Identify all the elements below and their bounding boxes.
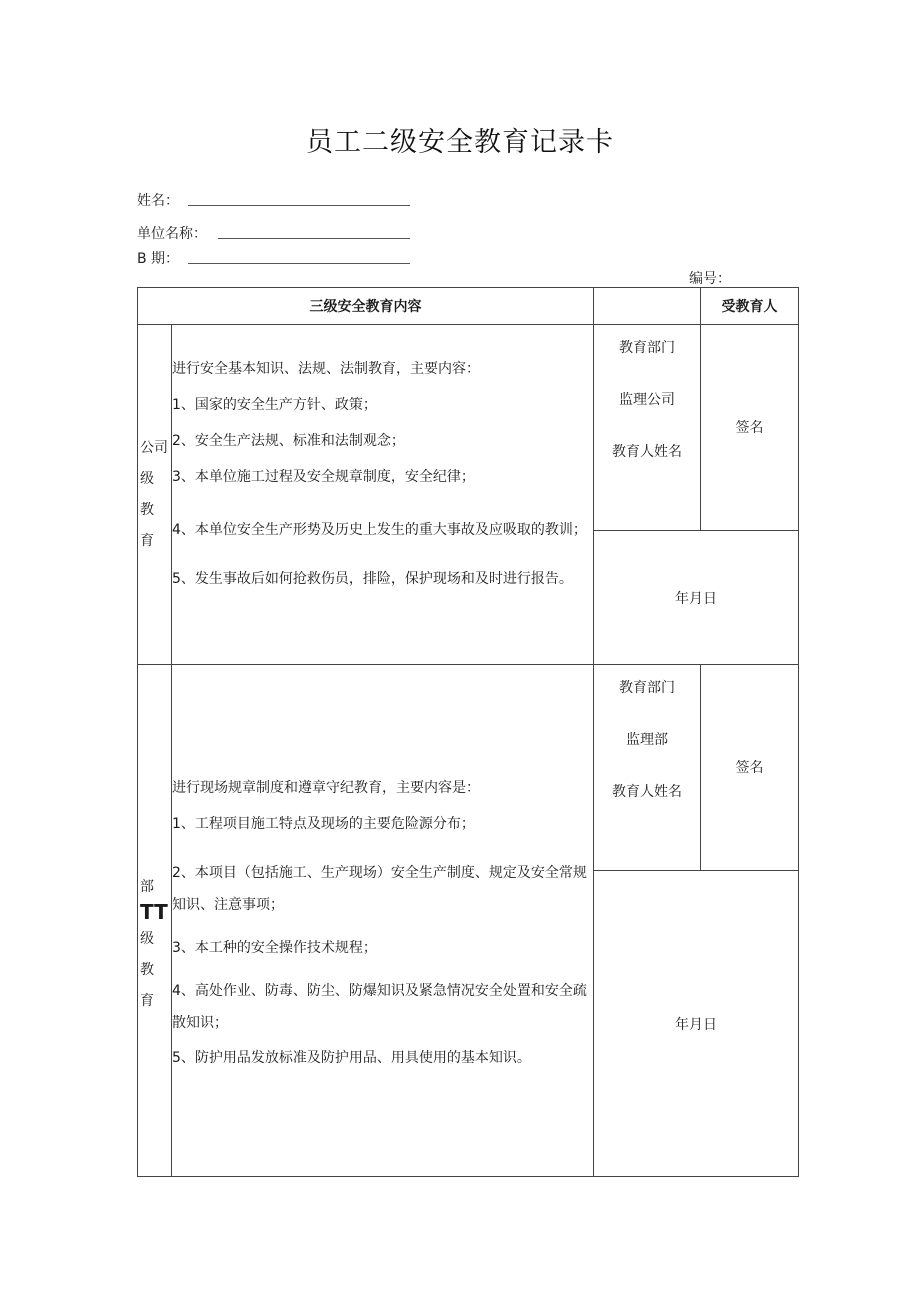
number-label: 编号： (689, 271, 731, 287)
header-content: 三级安全教育内容 (138, 288, 594, 325)
date-text: 年月日 (675, 1016, 717, 1033)
dept-line: 监理公司 (619, 392, 675, 408)
dept-line: 教育人姓名 (612, 784, 682, 800)
section-company-side-label (138, 325, 172, 665)
side-label-line: 育 (140, 993, 154, 1009)
section-company-sign[interactable] (701, 325, 799, 531)
education-record-table (137, 287, 799, 1177)
dept-line: 教育部门 (619, 680, 675, 696)
section-department-date[interactable] (594, 871, 799, 1177)
content-item: 2、本项目（包括施工、生产现场）安全生产制度、规定及安全常规知识、注意事项； (172, 865, 587, 913)
section-department-sign[interactable] (701, 665, 799, 871)
content-item: 2、安全生产法规、标准和法制观念； (172, 433, 405, 449)
content-item: 3、本单位施工过程及安全规章制度，安全纪律； (172, 469, 475, 485)
content-item: 4、高处作业、防毒、防尘、防爆知识及紧急情况安全处置和安全疏散知识； (172, 983, 587, 1031)
content-item: 4、本单位安全生产形势及历史上发生的重大事故及应吸取的教训； (172, 522, 587, 538)
section-department-content (172, 665, 594, 1177)
date-text: 年月日 (675, 590, 717, 607)
section-department-row-top (138, 665, 799, 871)
content-item: 3、本工种的安全操作技术规程； (172, 940, 377, 956)
sign-label: 签名 (735, 420, 764, 436)
name-line[interactable] (188, 205, 410, 206)
name-label: 姓名： (137, 193, 179, 209)
unit-line[interactable] (218, 238, 410, 239)
header-recipient: 受教育人 (701, 288, 799, 325)
date-line[interactable] (188, 263, 410, 264)
section-department-side-label (138, 665, 172, 1177)
header-empty (594, 288, 701, 325)
content-item: 5、发生事故后如何抢救伤员，排险，保护现场和及时进行报告。 (172, 571, 573, 587)
side-label-line: TT (140, 900, 168, 924)
dept-line: 教育部门 (619, 340, 675, 356)
section-department-dept (594, 665, 701, 871)
content-item: 5、防护用品发放标准及防护用品、用具使用的基本知识。 (172, 1050, 531, 1066)
section-company-dept (594, 325, 701, 531)
side-label-line: 部 (140, 879, 154, 895)
content-intro: 进行现场规章制度和遵章守纪教育，主要内容是： (172, 780, 480, 796)
unit-field (137, 223, 207, 243)
side-label-line: 级 教 (140, 931, 154, 978)
page-title: 员工二级安全教育记录卡 (306, 127, 614, 158)
unit-label: 单位名称： (137, 226, 207, 242)
dept-line: 监理部 (626, 732, 668, 748)
date-label: B 期： (137, 251, 180, 267)
side-label-line: 育 (140, 532, 154, 549)
table-header-row (138, 288, 799, 325)
side-label-line: 公司 (140, 439, 168, 456)
section-company-row-top (138, 325, 799, 531)
name-field (137, 190, 179, 210)
section-company-date[interactable] (594, 531, 799, 665)
content-item: 1、工程项目施工特点及现场的主要危险源分布； (172, 816, 475, 832)
sign-label: 签名 (735, 760, 764, 776)
side-label-line: 级 教 (140, 470, 154, 518)
section-company-content (172, 325, 594, 665)
date-field (137, 248, 179, 268)
content-item: 1、国家的安全生产方针、政策； (172, 397, 377, 413)
content-intro: 进行安全基本知识、法规、法制教育，主要内容： (172, 361, 480, 377)
dept-line: 教育人姓名 (612, 444, 682, 460)
